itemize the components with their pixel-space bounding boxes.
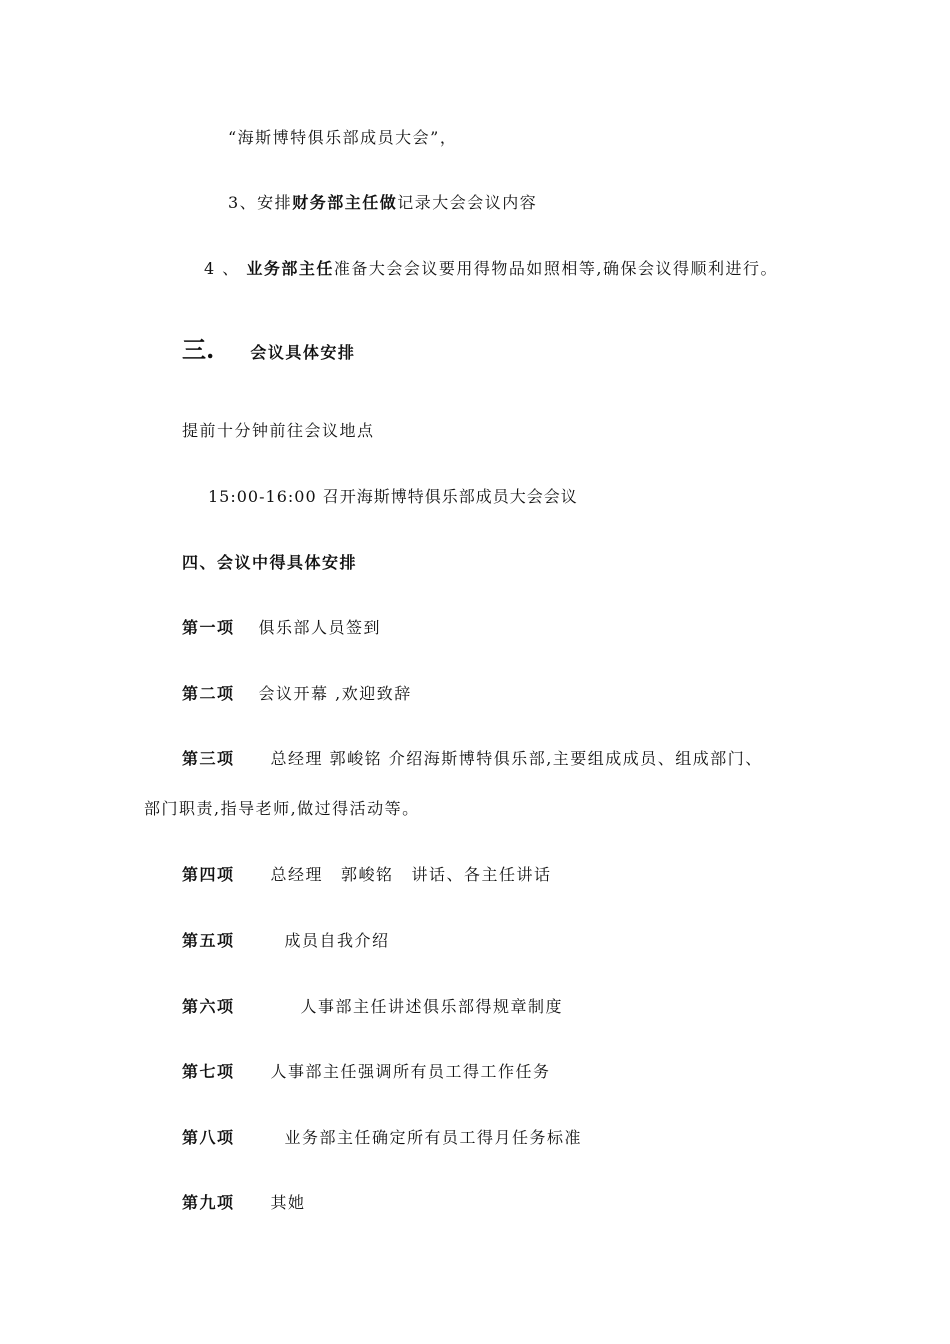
item-9 (182, 1192, 306, 1214)
section-4-heading: 四、会议中得具体安排 (182, 553, 358, 572)
task-4-line (204, 258, 778, 280)
item-1-text: 俱乐部人员签到 (258, 618, 382, 637)
item-2-label: 第二项 (182, 684, 235, 703)
task-3-prefix: 3、安排 (228, 193, 293, 212)
item-6-label: 第六项 (182, 997, 235, 1016)
item-9-label: 第九项 (182, 1193, 235, 1212)
item-7 (182, 1061, 551, 1083)
task-3-text: 记录大会会议内容 (397, 193, 538, 212)
item-3 (182, 748, 763, 770)
item-3-label: 第三项 (182, 749, 235, 768)
item-1-label: 第一项 (182, 618, 235, 637)
item-8-label: 第八项 (182, 1128, 235, 1147)
meeting-time-line: 15:00-16:00 召开海斯博特俱乐部成员大会会议 (208, 487, 578, 506)
item-7-text: 人事部主任强调所有员工得工作任务 (270, 1062, 551, 1081)
task-4-text: 准备大会会议要用得物品如照相等,确保会议得顺利进行。 (333, 259, 778, 278)
item-8-text: 业务部主任确定所有员工得月任务标准 (284, 1128, 583, 1147)
item-6 (182, 996, 563, 1018)
item-2 (182, 683, 412, 705)
item-7-label: 第七项 (182, 1062, 235, 1081)
item-6-text: 人事部主任讲述俱乐部得规章制度 (300, 997, 564, 1016)
item-3-continuation: 部门职责,指导老师,做过得活动等。 (144, 799, 420, 818)
section-3-heading (182, 336, 355, 367)
section-3-number: 三. (182, 335, 215, 364)
item-2-text: 会议开幕 ,欢迎致辞 (258, 684, 412, 703)
item-5 (182, 930, 390, 952)
section-3-title: 会议具体安排 (250, 343, 356, 362)
item-4-name: 郭峻铭 (341, 865, 394, 884)
task-3-role: 财务部主任做 (292, 193, 398, 212)
item-5-label: 第五项 (182, 931, 235, 950)
task-4-prefix: 4 、 (204, 259, 240, 278)
item-8 (182, 1127, 582, 1149)
item-4-label: 第四项 (182, 865, 235, 884)
item-5-text: 成员自我介绍 (284, 931, 390, 950)
quote-title-line: “海斯博特俱乐部成员大会”， (228, 128, 458, 147)
item-1 (182, 617, 381, 639)
task-4-role: 业务部主任 (246, 259, 334, 278)
arrive-line: 提前十分钟前往会议地点 (182, 421, 375, 440)
item-9-text: 其她 (270, 1193, 306, 1212)
task-3-line (228, 192, 537, 214)
item-3-text: 总经理 郭峻铭 介绍海斯博特俱乐部,主要组成成员、组成部门、 (270, 749, 763, 768)
item-4-title: 总经理 (270, 865, 324, 884)
item-4 (182, 864, 552, 886)
item-4-text: 讲话、各主任讲话 (411, 865, 552, 884)
